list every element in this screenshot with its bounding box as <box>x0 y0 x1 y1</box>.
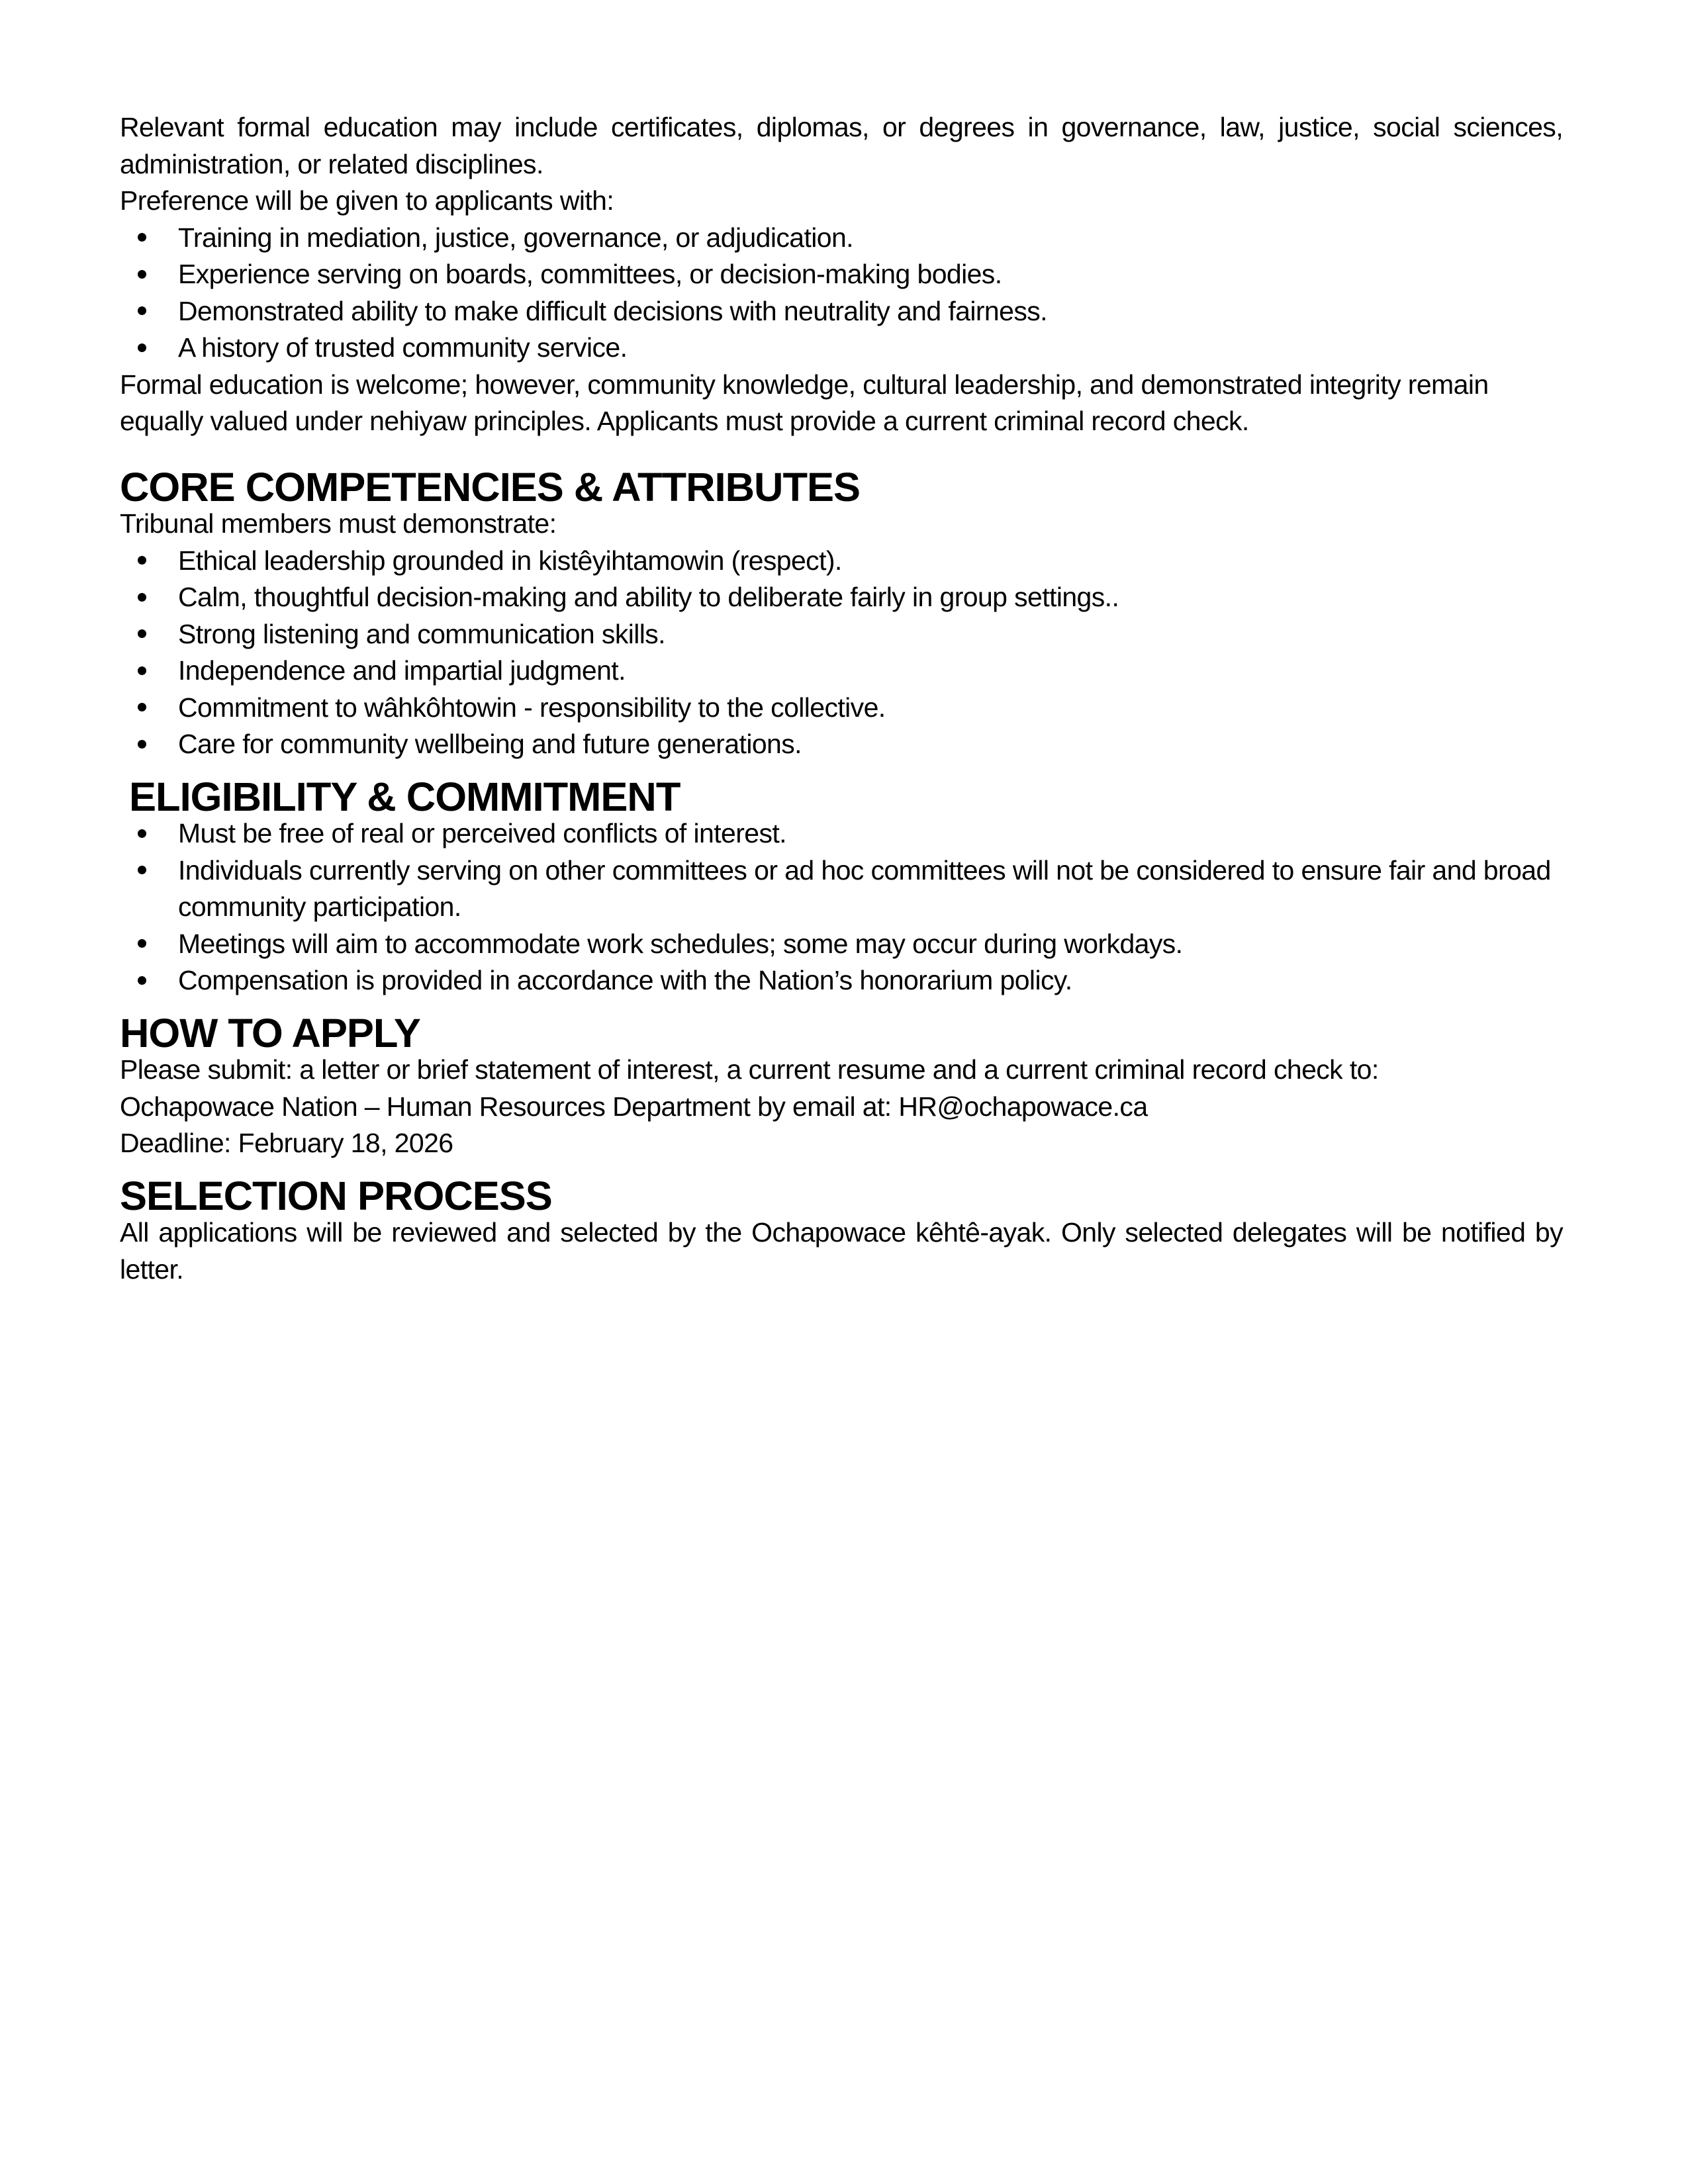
section-heading: SELECTION PROCESS <box>120 1173 552 1219</box>
bullet-icon <box>132 330 152 367</box>
competencies-list <box>120 543 1563 763</box>
bullet-icon <box>132 579 152 616</box>
bullet-icon <box>132 852 152 889</box>
bullet-icon <box>132 690 152 727</box>
list-item: Demonstrated ability to make difficult decisions with neutrality and fairness. <box>120 293 1563 330</box>
list-item: Strong listening and communication skills. <box>120 616 1563 653</box>
bullet-icon <box>132 256 152 293</box>
education-intro: Relevant formal education may include certificates, diplomas, or degrees in governance, law, justice, social sciences, administration, or related disciplines. <box>120 112 1563 179</box>
bullet-icon <box>132 926 152 963</box>
preference-lead: Preference will be given to applicants with: <box>120 185 614 216</box>
apply-deadline: Deadline: February 18, 2026 <box>120 1128 453 1158</box>
education-section <box>120 109 1563 440</box>
bullet-icon <box>132 220 152 257</box>
section-heading: HOW TO APPLY <box>120 1010 420 1056</box>
list-item: Training in mediation, justice, governance, or adjudication. <box>120 220 1563 257</box>
bullet-icon <box>132 653 152 690</box>
education-closing: Formal education is welcome; however, community knowledge, cultural leadership, and demonstrated integrity remain equally valued under nehiyaw principles. Applicants must provide a current criminal record check. <box>120 369 1489 436</box>
section-heading: CORE COMPETENCIES & ATTRIBUTES <box>120 464 861 510</box>
bullet-icon <box>132 962 152 999</box>
list-item: Ethical leadership grounded in kistêyihtamowin (respect). <box>120 543 1563 580</box>
how-to-apply-section <box>120 1010 1563 1162</box>
section-heading: ELIGIBILITY & COMMITMENT <box>129 774 680 820</box>
preference-list <box>120 220 1563 367</box>
list-item: Independence and impartial judgment. <box>120 653 1563 690</box>
document-page <box>120 109 1563 1288</box>
apply-instructions: Please submit: a letter or brief statement of interest, a current resume and a current criminal record check to: <box>120 1054 1379 1085</box>
eligibility-list <box>120 815 1563 999</box>
list-item: Meetings will aim to accommodate work schedules; some may occur during workdays. <box>120 926 1563 963</box>
list-item: Must be free of real or perceived conflicts of interest. <box>120 815 1563 852</box>
competencies-section <box>120 464 1563 763</box>
selection-section <box>120 1173 1563 1289</box>
eligibility-section <box>120 774 1563 999</box>
bullet-icon <box>132 815 152 852</box>
bullet-icon <box>132 293 152 330</box>
list-item: Commitment to wâhkôhtowin - responsibility to the collective. <box>120 690 1563 727</box>
apply-contact: Ochapowace Nation – Human Resources Department by email at: HR@ochapowace.ca <box>120 1091 1148 1122</box>
list-item: Compensation is provided in accordance with the Nation’s honorarium policy. <box>120 962 1563 999</box>
competencies-lead: Tribunal members must demonstrate: <box>120 508 557 539</box>
list-item: Experience serving on boards, committees, or decision-making bodies. <box>120 256 1563 293</box>
hr-email-link[interactable]: HR@ochapowace.ca <box>898 1091 1148 1122</box>
list-item: A history of trusted community service. <box>120 330 1563 367</box>
selection-text: All applications will be reviewed and selected by the Ochapowace kêhtê-ayak. Only selected delegates will be notified by letter. <box>120 1217 1563 1285</box>
list-item: Calm, thoughtful decision-making and ability to deliberate fairly in group settings.. <box>120 579 1563 616</box>
list-item: Care for community wellbeing and future generations. <box>120 726 1563 763</box>
list-item: Individuals currently serving on other committees or ad hoc committees will not be considered to ensure fair and broad community participation. <box>120 852 1563 926</box>
bullet-icon <box>132 543 152 580</box>
bullet-icon <box>132 726 152 763</box>
bullet-icon <box>132 616 152 653</box>
